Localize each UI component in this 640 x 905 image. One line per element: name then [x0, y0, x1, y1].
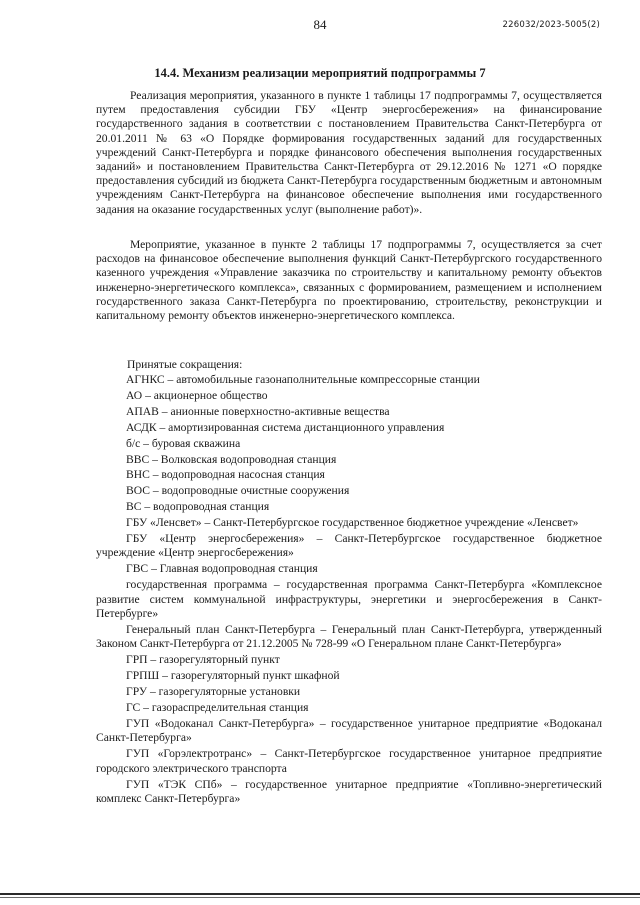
abbreviation-item: ГБУ «Ленсвет» – Санкт-Петербургское государственное бюджетное учреждение «Ленсвет»: [126, 516, 579, 530]
abbreviation-item: ГБУ «Центр энергосбережения» – Санкт-Петербургское государственное бюджетное учреждение «Центр энергосбережения»: [96, 532, 602, 560]
abbreviation-item: Генеральный план Санкт-Петербурга – Генеральный план Санкт-Петербурга, утвержденный Законом Санкт-Петербурга от 21.12.2005 № 728-99 «О Генеральном плане Санкт-Петербурга»: [96, 623, 602, 651]
abbreviation-item: ГРПШ – газорегуляторный пункт шкафной: [126, 669, 340, 683]
scan-edge-line: [0, 893, 640, 895]
abbreviation-item: ВС – водопроводная станция: [126, 500, 270, 514]
abbreviations-title: Принятые сокращения:: [127, 358, 243, 371]
abbreviation-item: ВНС – водопроводная насосная станция: [126, 468, 325, 482]
abbreviation-item: АО – акционерное общество: [126, 388, 268, 402]
abbreviation-item: ГУП «Водоканал Санкт-Петербурга» – государственное унитарное предприятие «Водоканал Санкт-Петербурга»: [96, 716, 602, 745]
abbreviations-list: [96, 373, 602, 808]
abbreviation-item: ГВС – Главная водопроводная станция: [126, 562, 318, 576]
abbreviation-item: АСДК – амортизированная система дистанционного управления: [126, 420, 445, 434]
abbreviation-item: б/с – буровая скважина: [126, 436, 241, 450]
abbreviation-item: ГУП «Горэлектротранс» – Санкт-Петербургское государственное унитарное предприятие городского электрического транспорта: [96, 747, 602, 775]
document-code: 226032/2023-5005(2): [502, 20, 600, 30]
page-number: 84: [313, 17, 327, 32]
paragraph-subsidy: Реализация мероприятия, указанного в пункте 1 таблицы 17 подпрограммы 7, осуществляется путем предоставления субсидии ГБУ «Центр энергосбережения» на финансирование государственного задания в соответствии с постановлением Правительства Санкт-Петербурга от 20.01.2011 № 63 «О Порядке формирования государственных заданий для государственных учреждений Санкт-Петербурга и порядке финансового обеспечения выполнения государственных заданий» и постановлением Правительства Санкт-Петербурга от 29.12.2016 № 1271 «О порядке предоставления субсидий из бюджета Санкт-Петербурга государственным бюджетным и автономным учреждениям Санкт-Петербурга на финансовое обеспечение выполнения ими государственного задания на оказание государственных услуг (выполнение работ)».: [96, 89, 602, 216]
abbreviation-item: ГС – газораспределительная станция: [126, 701, 309, 715]
abbreviation-item: АПАВ – анионные поверхностно-активные вещества: [126, 404, 390, 418]
paragraph-expenses: Мероприятие, указанное в пункте 2 таблицы 17 подпрограммы 7, осуществляется за счет расходов на финансовое обеспечение выполнения функций Санкт-Петербургского государственного казенного учреждения «Управление заказчика по строительству и капитальному ремонту объектов инженерно-энергетического комплекса», связанных с формированием, размещением и исполнением государственного заказа Санкт-Петербурга по проектированию, строительству, реконструкции и капитальному ремонту объектов инженерно-энергетического комплекса.: [96, 238, 602, 323]
abbreviation-item: ГУП «ТЭК СПб» – государственное унитарное предприятие «Топливно-энергетический комплекс Санкт-Петербурга»: [96, 777, 602, 805]
abbreviation-item: ВОС – водопроводные очистные сооружения: [126, 484, 350, 498]
abbreviation-item: ВВС – Волковская водопроводная станция: [126, 452, 337, 466]
abbreviation-item: ГРУ – газорегуляторные установки: [126, 685, 301, 699]
scan-edge-line-thin: [0, 897, 640, 898]
abbreviation-item: ГРП – газорегуляторный пункт: [126, 653, 280, 667]
section-heading: 14.4. Механизм реализации мероприятий подпрограммы 7: [154, 66, 486, 80]
abbreviation-item: АГНКС – автомобильные газонаполнительные компрессорные станции: [126, 373, 480, 386]
abbreviation-item: государственная программа – государственная программа Санкт-Петербурга «Комплексное развитие систем коммунальной инфраструктуры, энергетики и энергосбережения в Санкт-Петербурге»: [96, 578, 602, 621]
